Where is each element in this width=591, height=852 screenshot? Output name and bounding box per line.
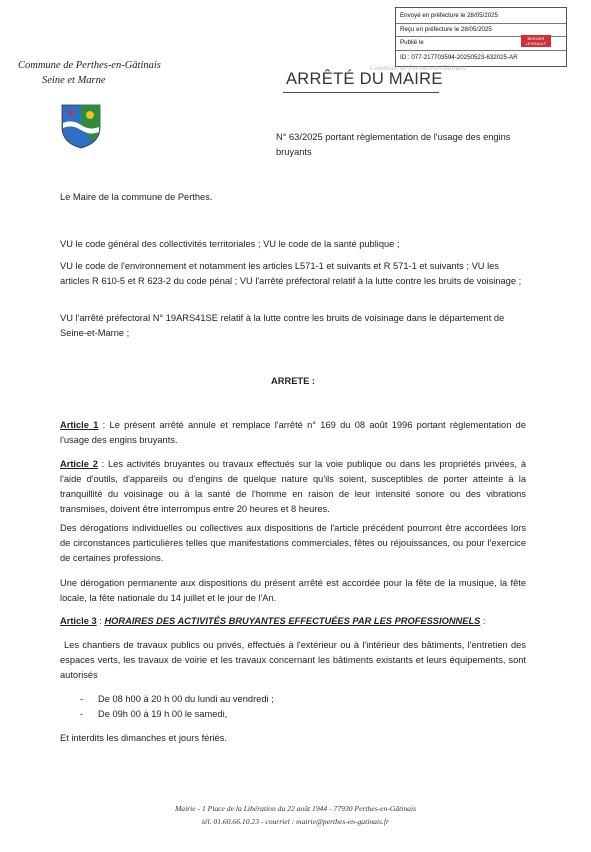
article-2-derogations: Des dérogations individuelles ou collectives aux dispositions de l'article précédent pourront être accordées lors de circonstances particulières telles que manifestations commerciales, fêtes ou réjouissances, ou pour l'exercice de certaines professions. [60, 523, 526, 563]
berger-levrault-logo: BERGER LEVRAULT [521, 35, 551, 47]
page-title: ARRÊTÉ DU MAIRE [286, 70, 443, 88]
vu-1: VU le code général des collectivités territoriales ; VU le code de la santé publique ; [60, 239, 400, 249]
stamp-recu: Reçu en préfecture le 28/05/2025 [400, 26, 492, 33]
commune-name: Commune de Perthes-en-Gâtinais [18, 60, 161, 71]
prefecture-stamp [395, 7, 567, 67]
arrete-heading: ARRETE : [271, 376, 315, 386]
commune-header [18, 58, 178, 88]
article-2-derogation-permanente: Une dérogation permanente aux dispositions du présent arrêté est accordée pour la fête de la musique, la fête locale, la fête nationale du 14 juillet et le jour de l'An. [60, 578, 526, 603]
stamp-envoye: Envoyé en préfecture le 28/05/2025 [400, 12, 499, 19]
faint-ghost-text: Commune de Perthes-en-Gâtinais [370, 64, 466, 72]
intro-text: Le Maire de la commune de Perthes. [60, 192, 213, 202]
stamp-id: ID : 077-217703594-20250523-632025-AR [400, 54, 518, 61]
article-3-closing: Et interdits les dimanches et jours fériés. [60, 733, 227, 743]
list-dash: - [80, 694, 84, 704]
arrete-reference: N° 63/2025 portant règlementation de l'usage des engins bruyants [276, 132, 511, 157]
article-3-title: HORAIRES DES ACTIVITÉS BRUYANTES EFFECTUÉES PAR LES PROFESSIONNELS [104, 616, 481, 626]
coat-of-arms-icon [60, 103, 102, 149]
article-3-heading: Article 3 : HORAIRES DES ACTIVITÉS BRUYANTES EFFECTUÉES PAR LES PROFESSIONNELS : [60, 616, 486, 626]
article-2-label: Article 2 [60, 459, 98, 469]
article-3-text: Les chantiers de travaux publics ou privés, effectués à l'extérieur ou à l'intérieur des bâtiments, l'entretien des espaces verts, les travaux de voirie et les travaux concernant les bâtiments existants et leurs équipements, sont autorisés [60, 640, 526, 680]
list-dash: - [80, 709, 84, 719]
vu-3: VU l'arrêté préfectoral N° 19ARS41SE relatif à la lutte contre les bruits de voisinage dans le département de Seine-et-Marne ; [60, 313, 505, 338]
schedule-weekdays: De 08 h00 à 20 h 00 du lundi au vendredi ; [98, 694, 274, 704]
article-1-label: Article 1 [60, 420, 99, 430]
schedule-saturday: De 09h 00 à 19 h 00 le samedi, [98, 709, 228, 719]
article-3-label: Article 3 [60, 616, 97, 626]
commune-department: Seine et Marne [42, 75, 106, 86]
vu-2: VU le code de l'environnement et notamment les articles L571-1 et suivants et R 571-1 et suivants ; VU les articles R 610-5 et R 623-2 du code pénal ; VU l'arrêté préfectoral relatif à la lutte contre les bruits de voisinage ; [60, 261, 522, 286]
footer-address: Mairie - 1 Place de la Libération du 22 août 1944 - 77930 Perthes-en-Gâtinais [174, 804, 417, 813]
footer-contact: tél. 01.60.66.10.23 - courriel : mairie@perthes-en-gatinais.fr [202, 817, 389, 826]
article-1: Article 1 : Le présent arrêté annule et remplace l'arrêté n° 169 du 08 août 1996 portant règlementation de l'usage des engins bruyants. [60, 420, 526, 445]
title-underline [283, 92, 439, 93]
article-2: Article 2 : Les activités bruyantes ou travaux effectués sur la voie publique ou dans les propriétés privées, à l'aide d'outils, d'appareils ou d'engins de quelque nature qu'ils soient, susceptibles de porter atteinte à la tranquillité du voisinage ou à la santé de l'homme en raison de leur intensité sonore ou des vibrations transmises, doivent être interrompus entre 20 heures et 8 heures. [60, 459, 526, 514]
stamp-publie: Publié le [400, 39, 424, 46]
